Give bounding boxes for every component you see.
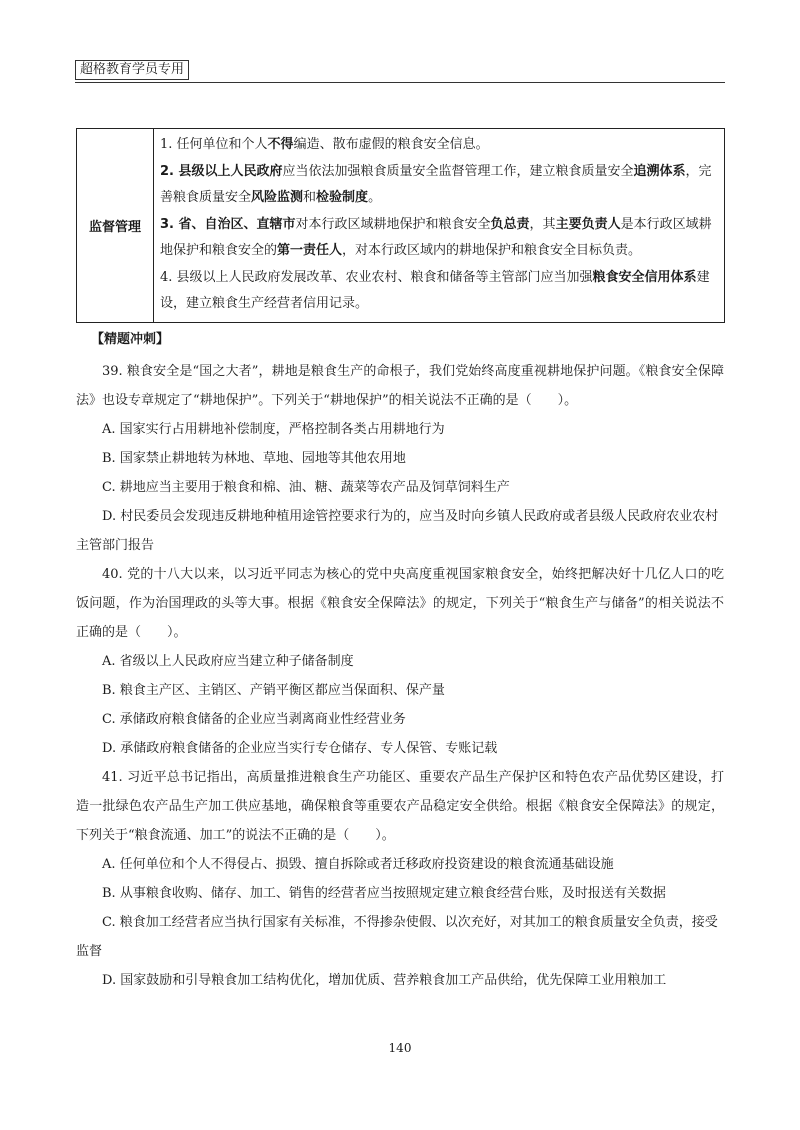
text-segment: ，完善粮食质量安全 <box>160 163 712 205</box>
supervision-item <box>160 265 718 318</box>
text-segment: ，对本行政区域内的耕地保护和粮食安全目标负责。 <box>342 243 642 258</box>
option-c: C. 耕地应当主要用于粮食和棉、油、糖、蔬菜等农产品及饲草饲料生产 <box>102 480 510 495</box>
option-d: D. 村民委员会发现违反耕地种植用途管控要求行为的，应当及时向乡镇人民政府或者县级人民政府农业农村主管部门报告 <box>76 509 719 553</box>
option-b: B. 国家禁止耕地转为林地、草地、园地等其他农用地 <box>102 451 406 466</box>
option-c: C. 粮食加工经营者应当执行国家有关标准，不得掺杂使假、以次充好，对其加工的粮食质量安全负责，接受监督 <box>76 915 718 959</box>
supervision-content <box>154 129 725 323</box>
option-d: D. 国家鼓励和引导粮食加工结构优化，增加优质、营养粮食加工产品供给，优先保障工业用粮加工 <box>102 973 667 988</box>
bold-text: 第一责任人 <box>277 243 343 258</box>
bold-text: 2. 县级以上人民政府 <box>160 163 283 179</box>
text-segment: 建设，建立粮食生产经营者信用记录。 <box>160 269 710 311</box>
section-title: 【精题冲刺】 <box>91 332 170 347</box>
text-segment: 1. 任何单位和个人 <box>160 137 268 152</box>
supervision-item <box>160 159 718 212</box>
text-segment: 对本行政区域耕地保护和粮食安全 <box>295 216 491 232</box>
question-40 <box>76 560 724 763</box>
text-segment: 4. 县级以上人民政府发展改革、农业农村、粮食和储备等主管部门应当加强 <box>160 269 593 285</box>
text-segment: 。 <box>368 190 382 205</box>
bold-text: 不得 <box>267 137 294 152</box>
option-b: B. 从事粮食收购、储存、加工、销售的经营者应当按照规定建立粮食经营台账，及时报送有关数据 <box>102 886 666 901</box>
option-d: D. 承储政府粮食储备的企业应当实行专仓储存、专人保管、专账记载 <box>102 741 498 756</box>
question-stem: 39. 粮食安全是“国之大者”，耕地是粮食生产的命根子，我们党始终高度重视耕地保护问题。《粮食安全保障法》也设专章规定了“耕地保护”。下列关于“耕地保护”的相关说法不正确的是（ ）。 <box>76 364 724 408</box>
option-a: A. 国家实行占用耕地补偿制度，严格控制各类占用耕地行为 <box>102 422 445 437</box>
header-divider <box>75 82 725 83</box>
question-stem: 40. 党的十八大以来，以习近平同志为核心的党中央高度重视国家粮食安全，始终把解决好十几亿人口的吃饭问题，作为治国理政的头等大事。根据《粮食安全保障法》的规定，下列关于“粮食生产与储备”的相关说法不正确的是（ ）。 <box>76 567 724 640</box>
bold-text: 3. 省、自治区、直辖市 <box>160 216 296 232</box>
text-segment: ，其 <box>529 216 556 232</box>
bold-text: 追溯体系 <box>633 163 686 179</box>
text-segment: 编造、散布虚假的粮食安全信息。 <box>293 137 489 152</box>
question-stem: 41. 习近平总书记指出，高质量推进粮食生产功能区、重要农产品生产保护区和特色农产品优势区建设，打造一批绿色农产品生产加工供应基地，确保粮食等重要农产品稳定安全供给。根据《粮食安全保障法》的规定，下列关于“粮食流通、加工”的说法不正确的是（ ）。 <box>76 770 724 843</box>
supervision-item <box>160 132 718 159</box>
text-segment: 和 <box>303 190 317 205</box>
header-label: 超格教育学员专用 <box>75 60 189 80</box>
option-c: C. 承储政府粮食储备的企业应当剥离商业性经营业务 <box>102 712 406 727</box>
question-list <box>76 357 724 995</box>
page-number: 140 <box>388 1041 412 1055</box>
bold-text: 风险监测 <box>251 190 304 205</box>
question-39 <box>76 357 724 560</box>
bold-text: 检验制度 <box>316 190 369 205</box>
question-41 <box>76 763 724 995</box>
text-segment: 应当依法加强粮食质量安全监督管理工作，建立粮食质量安全 <box>282 163 634 179</box>
supervision-table <box>76 128 725 323</box>
supervision-item <box>160 212 718 265</box>
bold-text: 粮食安全信用体系 <box>592 269 697 285</box>
bold-text: 负总责 <box>490 216 530 232</box>
option-b: B. 粮食主产区、主销区、产销平衡区都应当保面积、保产量 <box>102 683 445 698</box>
text-segment: 是本行政区域耕地保护和粮食安全的 <box>160 216 712 258</box>
option-a: A. 省级以上人民政府应当建立种子储备制度 <box>102 654 354 669</box>
option-a: A. 任何单位和个人不得侵占、损毁、擅自拆除或者迁移政府投资建设的粮食流通基础设施 <box>102 857 614 872</box>
supervision-label: 监督管理 <box>77 129 154 323</box>
bold-text: 主要负责人 <box>555 216 621 232</box>
